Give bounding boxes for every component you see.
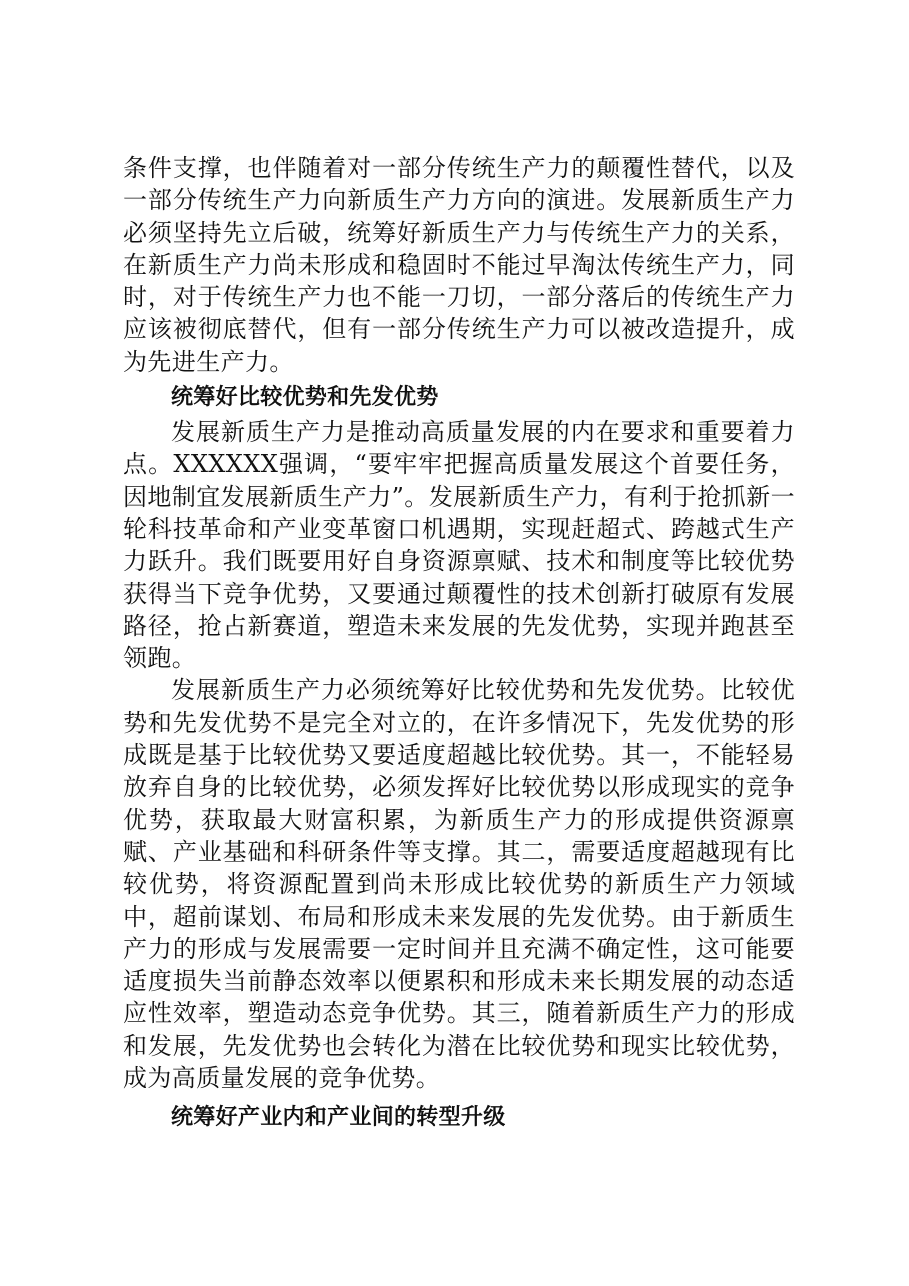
paragraph-comparative-first-mover: 发展新质生产力必须统筹好比较优势和先发优势。比较优势和先发优势不是完全对立的，在许多情况下，先发优势的形成既是基于比较优势又要适度超越比较优势。其一，不能轻易放弃自身的比较优势，必须发挥好比较优势以形成现实的竞争优势，获取最大财富积累，为新质生产力的形成提供资源禀赋、产业基础和科研条件等支撑。其二，需要适度超越现有比较优势，将资源配置到尚未形成比较优势的新质生产力领域中，超前谋划、布局和形成未来发展的先发优势。由于新质生产力的形成与发展需要一定时间并且充满不确定性，这可能要适度损失当前静态效率以便累积和形成未来长期发展的动态适应性效率，塑造动态竞争优势。其三，随着新质生产力的形成和发展，先发优势也会转化为潜在比较优势和现实比较优势，成为高质量发展的竞争优势。 (123, 676, 795, 1093)
paragraph-continuation: 条件支撑，也伴随着对一部分传统生产力的颠覆性替代，以及一部分传统生产力向新质生产力方向的演进。发展新质生产力必须坚持先立后破，统筹好新质生产力与传统生产力的关系，在新质生产力尚未形成和稳固时不能过早淘汰传统生产力，同时，对于传统生产力也不能一刀切，一部分落后的传统生产力应该被彻底替代，但有一部分传统生产力可以被改造提升，成为先进生产力。 (123, 154, 795, 376)
section-heading-industrial-upgrading: 统筹好产业内和产业间的转型升级 (171, 1105, 506, 1131)
document-body (123, 152, 795, 1136)
section-heading-comparative-advantage: 统筹好比较优势和先发优势 (171, 385, 439, 411)
paragraph-high-quality-development: 发展新质生产力是推动高质量发展的内在要求和重要着力点。XXXXXX强调，“要牢牢把握高质量发展这个首要任务，因地制宜发展新质生产力”。发展新质生产力，有利于抢抓新一轮科技革命和产业变革窗口机遇期，实现赶超式、跨越式生产力跃升。我们既要用好自身资源禀赋、技术和制度等比较优势获得当下竞争优势，又要通过颠覆性的技术创新打破原有发展路径，抢占新赛道，塑造未来发展的先发优势，实现并跑甚至领跑。 (123, 418, 795, 673)
